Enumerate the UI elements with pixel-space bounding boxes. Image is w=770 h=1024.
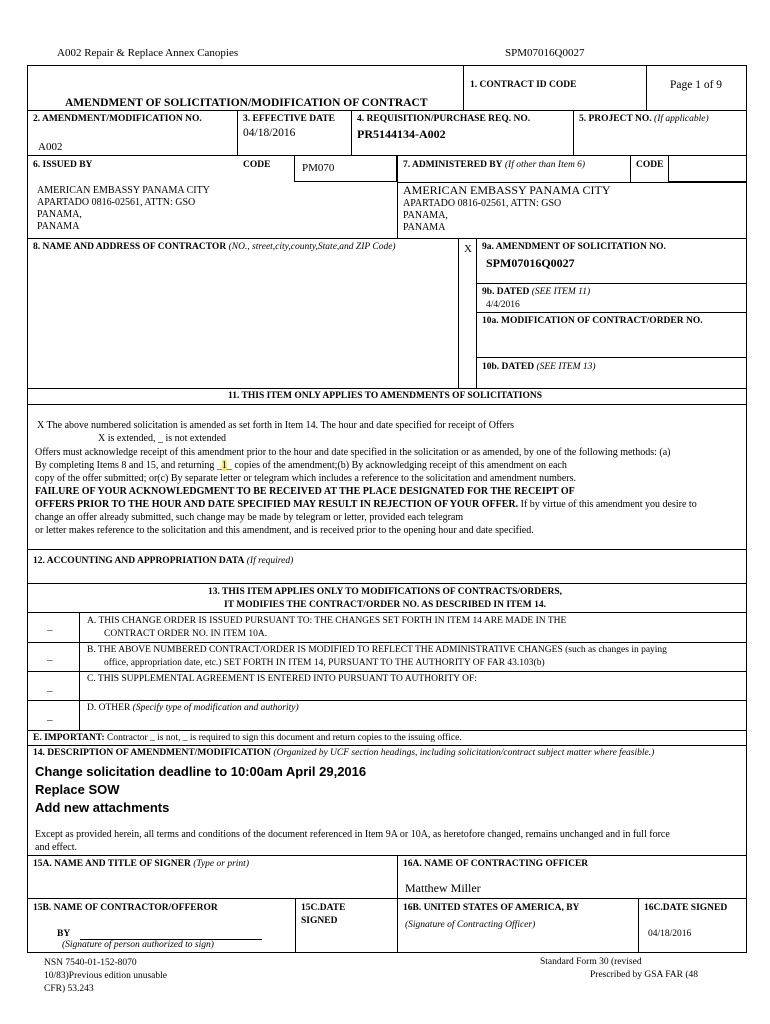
accounting-label: 12. ACCOUNTING AND APPROPRIATION DATA — [33, 556, 245, 566]
issued-by-label: 6. ISSUED BY — [33, 160, 93, 170]
item-13c: C. THIS SUPPLEMENTAL AGREEMENT IS ENTERED INTO PURSUANT TO AUTHORITY OF: — [87, 674, 477, 684]
contract-id-label: 1. CONTRACT ID CODE — [470, 80, 577, 90]
effective-date-value: 04/18/2016 — [243, 127, 296, 139]
dated-10b-label: 10b. DATED — [482, 362, 535, 372]
amendment-no-value: A002 — [38, 141, 63, 153]
contracting-officer-label: 16A. NAME OF CONTRACTING OFFICER — [403, 859, 589, 869]
description-item: Add new attachments — [35, 800, 170, 815]
page-info: Page 1 of 9 — [670, 79, 723, 91]
contracting-officer-signature-note: (Signature of Contracting Officer) — [405, 920, 536, 930]
amendment-solicitation-value: SPM07016Q0027 — [486, 256, 575, 270]
administered-by-note: (If other than Item 6) — [504, 160, 586, 170]
administered-by-label: 7. ADMINISTERED BY — [403, 160, 503, 170]
important-text: Contractor _ is not, _ is required to sign this document and return copies to the issuing office. — [104, 733, 462, 743]
by-label: BY — [57, 929, 71, 939]
usa-by-label: 16B. UNITED STATES OF AMERICA, BY — [403, 903, 580, 913]
nsn: NSN 7540-01-152-8070 — [44, 958, 137, 968]
except-line-1: Except as provided herein, all terms and conditions of the document referenced in Item 9A or 10A, as heretofore changed, remains unchanged and in full force — [35, 829, 670, 840]
issued-by-address: AMERICAN EMBASSY PANAMA CITY APARTADO 0816-02561, ATTN: GSO PANAMA, PANAMA — [37, 185, 210, 232]
contracting-officer-name: Matthew Miller — [405, 881, 481, 895]
amendment-checkbox[interactable]: X — [464, 243, 472, 255]
standard-form: Standard Form 30 (revised — [540, 957, 642, 967]
contractor-offeror-label: 15B. NAME OF CONTRACTOR/OFFEROR — [33, 903, 218, 913]
item-13a-line-1: A. THIS CHANGE ORDER IS ISSUED PURSUANT TO: THE CHANGES SET FORTH IN ITEM 14 ARE MADE IN THE — [87, 616, 567, 626]
item-11-line-8: change an offer already submitted, such change may be made by telegram or letter, provided each telegram — [35, 512, 464, 523]
item-13-title-2: IT MODIFIES THE CONTRACT/ORDER NO. AS DESCRIBED IN ITEM 14. — [224, 600, 546, 610]
date-signed-16c-value: 04/18/2016 — [648, 929, 692, 939]
description-item: Change solicitation deadline to 10:00am April 29,2016 — [35, 764, 367, 779]
check-13a[interactable]: _ — [47, 620, 53, 632]
dated-9b-value: 4/4/2016 — [486, 300, 520, 310]
issued-by-code-label: CODE — [243, 160, 271, 170]
item-11-line-9: or letter makes reference to the solicitation and this amendment, and is received prior to the opening hour and date specified. — [35, 525, 534, 536]
modification-contract-label: 10a. MODIFICATION OF CONTRACT/ORDER NO. — [482, 316, 703, 326]
project-title: A002 Repair & Replace Annex Canopies — [57, 47, 239, 59]
description-label: 14. DESCRIPTION OF AMENDMENT/MODIFICATION — [33, 748, 272, 758]
important-label: E. IMPORTANT: — [33, 733, 105, 743]
date-signed-15c-label-2: SIGNED — [301, 916, 338, 926]
except-line-2: and effect. — [35, 842, 78, 853]
item-13b-line-2: office, appropriation date, etc.) SET FORTH IN ITEM 14, PURSUANT TO THE AUTHORITY OF FAR 43.103(b) — [104, 658, 545, 668]
amendment-no-label: 2. AMENDMENT/MODIFICATION NO. — [33, 114, 202, 124]
check-13b[interactable]: _ — [47, 650, 53, 662]
contractor-label: 8. NAME AND ADDRESS OF CONTRACTOR — [33, 242, 227, 252]
signer-name-label: 15A. NAME AND TITLE OF SIGNER — [33, 859, 191, 869]
requisition-no-value: PR5144134-A002 — [357, 127, 446, 141]
item-13a-line-2: CONTRACT ORDER NO. IN ITEM 10A. — [104, 629, 268, 639]
copies-count: 1 — [221, 460, 227, 471]
item-11-line-7: OFFERS PRIOR TO THE HOUR AND DATE SPECIFIED MAY RESULT IN REJECTION OF YOUR OFFER. If by virtue of this amendment you desire to — [35, 499, 697, 510]
accounting-note: (If required) — [246, 556, 294, 566]
description-items — [35, 763, 366, 817]
item-11-line-5: copy of the offer submitted; or(c) By separate letter or telegram which includes a reference to the solicitation and amendment numbers. — [35, 473, 577, 484]
item-13-title-1: 13. THIS ITEM APPLIES ONLY TO MODIFICATIONS OF CONTRACTS/ORDERS, — [207, 587, 563, 597]
item-11-line-3: Offers must acknowledge receipt of this amendment prior to the hour and date specified in the solicitation or as amended, by one of the following methods: (a) — [35, 447, 671, 458]
contractor-signature-note: (Signature of person authorized to sign) — [62, 940, 214, 950]
dated-9b-note: (SEE ITEM 11) — [531, 287, 591, 297]
item-11-line-2: X is extended, _ is not extended — [98, 433, 227, 444]
amendment-solicitation-label: 9a. AMENDMENT OF SOLICITATION NO. — [482, 242, 666, 252]
administered-by-name: AMERICAN EMBASSY PANAMA CITY — [403, 183, 611, 197]
item-11-line-6: FAILURE OF YOUR ACKNOWLEDGMENT TO BE RECEIVED AT THE PLACE DESIGNATED FOR THE RECEIPT OF — [35, 486, 575, 497]
prescribed-by: Prescribed by GSA FAR (48 — [590, 970, 699, 980]
item-13d-note: (Specify type of modification and authority) — [132, 703, 299, 713]
form-title: AMENDMENT OF SOLICITATION/MODIFICATION OF CONTRACT — [65, 97, 428, 109]
item-11-title: 11. THIS ITEM ONLY APPLIES TO AMENDMENTS OF SOLICITATIONS — [227, 391, 543, 401]
item-11-line-1: X The above numbered solicitation is amended as set forth in Item 14. The hour and date specified for receipt of Offers — [37, 420, 515, 431]
description-note: (Organized by UCF section headings, including solicitation/contract subject matter where feasible.) — [273, 748, 655, 758]
edition-note: 10/83)Previous edition unusable — [44, 971, 167, 981]
contractor-note: (NO., street,city,county,State,and ZIP Code) — [228, 242, 396, 252]
issued-by-code: PM070 — [302, 162, 335, 174]
check-13d[interactable]: _ — [47, 710, 53, 722]
cfr-ref: CFR) 53.243 — [44, 984, 94, 994]
dated-10b-note: (SEE ITEM 13) — [536, 362, 596, 372]
description-item: Replace SOW — [35, 782, 120, 797]
item-13b-line-1: B. THE ABOVE NUMBERED CONTRACT/ORDER IS MODIFIED TO REFLECT THE ADMINISTRATIVE CHANGES (such as changes in paying — [87, 645, 667, 655]
date-signed-15c-label-1: 15C.DATE — [301, 903, 346, 913]
administered-by-code-label: CODE — [636, 160, 664, 170]
requisition-no-label: 4. REQUISITION/PURCHASE REQ. NO. — [357, 114, 531, 124]
signer-name-note: (Type or print) — [193, 859, 249, 869]
project-no-label: 5. PROJECT NO. — [579, 114, 652, 124]
effective-date-label: 3. EFFECTIVE DATE — [243, 114, 335, 124]
project-no-note: (If applicable) — [654, 114, 709, 124]
item-13d-label: D. OTHER — [87, 703, 131, 713]
check-13c[interactable]: _ — [47, 681, 53, 693]
solicitation-reference: SPM07016Q0027 — [505, 47, 585, 59]
date-signed-16c-label: 16C.DATE SIGNED — [644, 903, 728, 913]
dated-9b-label: 9b. DATED — [482, 287, 530, 297]
item-11-line-4: By completing Items 8 and 15, and returning _1_ copies of the amendment;(b) By acknowledging receipt of this amendment on each — [35, 460, 567, 471]
footer-left — [44, 957, 167, 996]
administered-by-address: APARTADO 0816-02561, ATTN: GSO PANAMA, PANAMA — [403, 198, 562, 233]
